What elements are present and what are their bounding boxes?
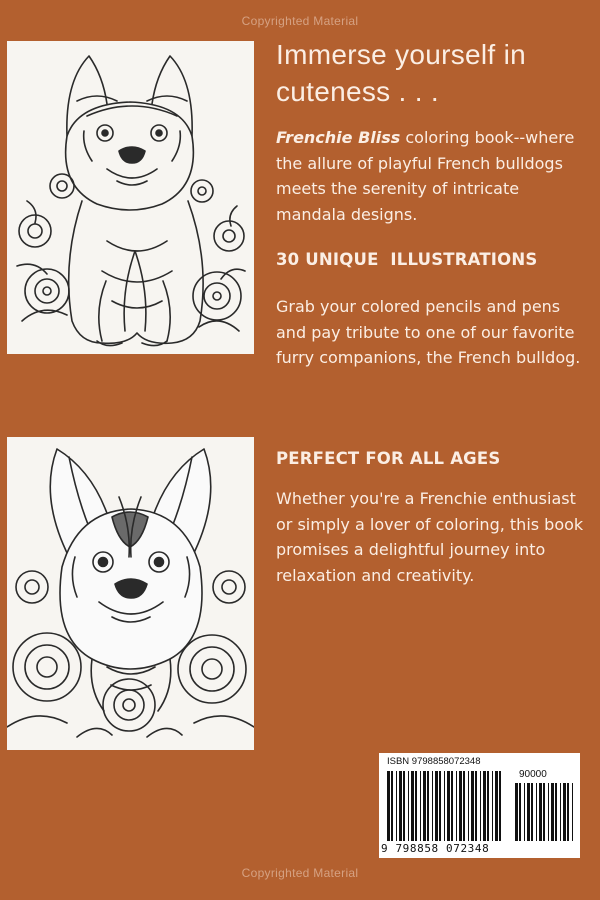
barcode-bar bbox=[492, 771, 493, 841]
french-bulldog-portrait-icon bbox=[7, 437, 254, 750]
barcode-bar bbox=[487, 771, 489, 841]
barcode-bar bbox=[444, 771, 445, 841]
barcode-bar bbox=[483, 771, 486, 841]
french-bulldog-sitting-icon bbox=[7, 41, 254, 354]
intro-text: coloring book--where the allure of playful French bulldogs meets the serenity of intricate mandala designs. bbox=[276, 128, 575, 224]
barcode-bar bbox=[519, 783, 521, 841]
barcode-bar bbox=[447, 771, 450, 841]
barcode-bar bbox=[480, 771, 481, 841]
barcode-bar bbox=[408, 771, 409, 841]
sitting-bulldog-illustration bbox=[7, 41, 254, 354]
isbn-label: ISBN 9798858072348 bbox=[387, 756, 481, 767]
barcode-bar bbox=[387, 771, 390, 841]
headline: Immerse yourself in cuteness . . . bbox=[276, 39, 526, 107]
barcode-bar bbox=[555, 783, 557, 841]
barcode-bar bbox=[539, 783, 542, 841]
barcode-bar bbox=[471, 771, 474, 841]
barcode-bar bbox=[427, 771, 429, 841]
portrait-bulldog-illustration bbox=[7, 437, 254, 750]
barcode-bar bbox=[396, 771, 397, 841]
barcode-bar bbox=[536, 783, 537, 841]
intro-paragraph bbox=[276, 125, 586, 227]
barcode-bar bbox=[411, 771, 414, 841]
watermark-top: Copyrighted Material bbox=[241, 14, 359, 28]
barcode-bar bbox=[524, 783, 525, 841]
barcode-bar bbox=[391, 771, 393, 841]
section-heading-illustrations: 30 UNIQUE ILLUSTRATIONS bbox=[276, 250, 538, 269]
barcode-bar bbox=[499, 771, 501, 841]
barcode-bar bbox=[475, 771, 477, 841]
section-heading-all-ages: PERFECT FOR ALL AGES bbox=[276, 449, 501, 468]
barcode-bar bbox=[435, 771, 438, 841]
barcode-bar bbox=[456, 771, 457, 841]
barcode-bar bbox=[567, 783, 569, 841]
barcode-bar bbox=[531, 783, 533, 841]
barcode-bar bbox=[399, 771, 402, 841]
isbn-barcode-box bbox=[379, 753, 580, 858]
barcode-bar bbox=[468, 771, 469, 841]
section-body-illustrations: Grab your colored pencils and pens and pay tribute to one of our favorite furry companions, the French bulldog. bbox=[276, 297, 581, 367]
barcode-bar bbox=[495, 771, 498, 841]
section-body-all-ages: Whether you're a Frenchie enthusiast or simply a lover of coloring, this book promises a delightful journey into relaxation and creativity. bbox=[276, 489, 584, 585]
barcode-bar bbox=[463, 771, 465, 841]
barcode-bar bbox=[527, 783, 530, 841]
barcode-bar bbox=[423, 771, 426, 841]
barcode-bar bbox=[551, 783, 554, 841]
barcode-bar bbox=[432, 771, 433, 841]
price-code: 90000 bbox=[519, 769, 547, 780]
barcode-bar bbox=[543, 783, 545, 841]
barcode-bar bbox=[403, 771, 405, 841]
barcode-bar bbox=[415, 771, 417, 841]
barcode-bar bbox=[420, 771, 421, 841]
barcode-bar bbox=[560, 783, 561, 841]
barcode-bar bbox=[439, 771, 441, 841]
barcode-bar bbox=[572, 783, 573, 841]
barcode-bar bbox=[563, 783, 566, 841]
watermark-bottom: Copyrighted Material bbox=[241, 866, 359, 880]
isbn-digits: 9 798858 072348 bbox=[381, 842, 490, 855]
barcode-bar bbox=[515, 783, 518, 841]
barcode-bar bbox=[451, 771, 453, 841]
barcode-bar bbox=[459, 771, 462, 841]
book-title: Frenchie Bliss bbox=[276, 128, 401, 147]
barcode-bar bbox=[548, 783, 549, 841]
